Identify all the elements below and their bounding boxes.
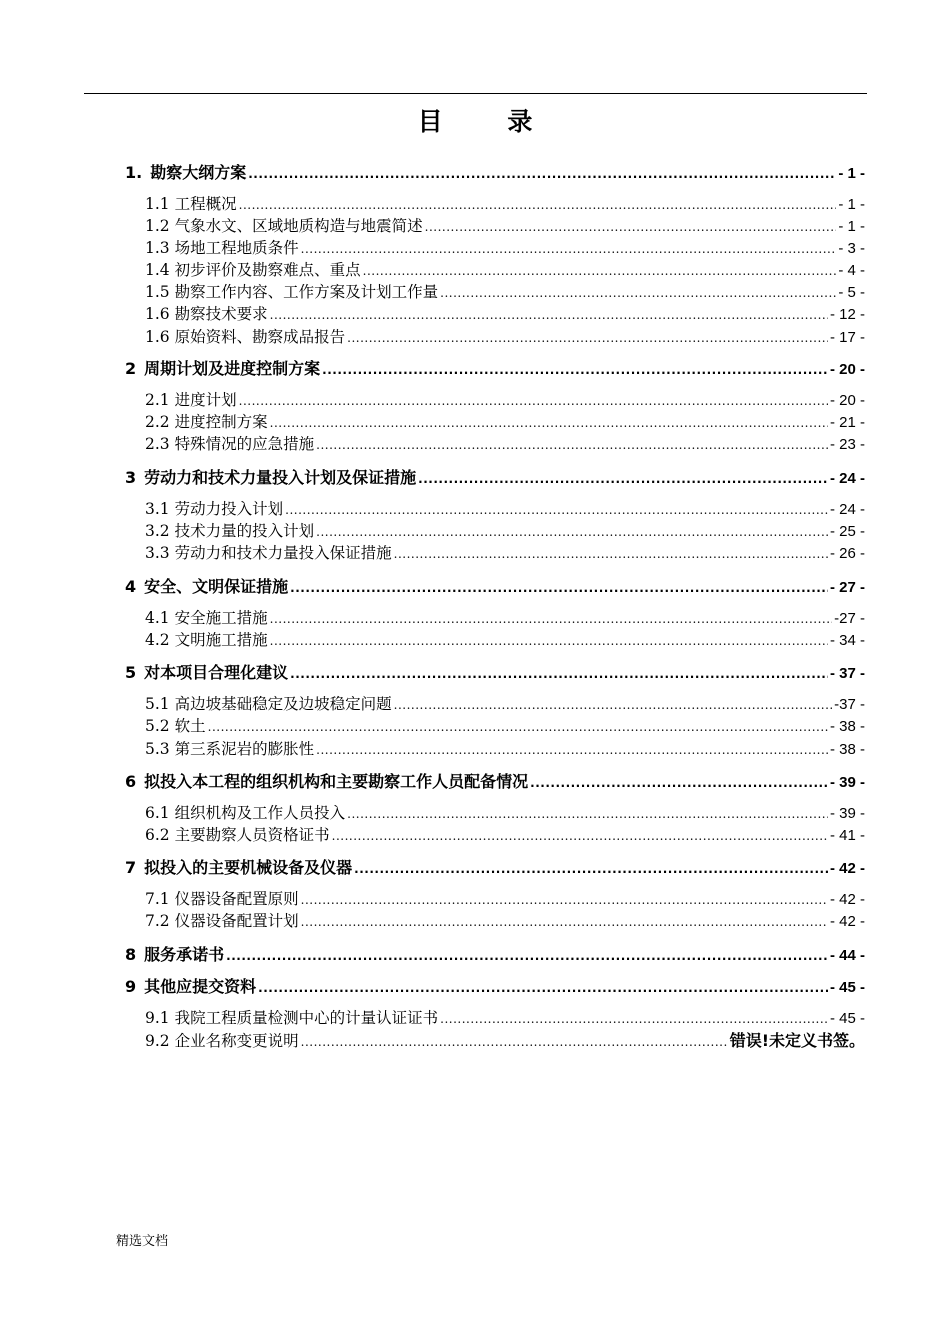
toc-page: - 26 - [829, 545, 865, 562]
toc-number: 2.1 [145, 391, 170, 409]
toc-number: 5.3 [145, 740, 170, 758]
toc-number: 1.5 [145, 283, 170, 301]
toc-number: 7 [125, 858, 137, 877]
toc-number: 4.2 [145, 631, 170, 649]
toc-page: - 1 - [838, 165, 865, 182]
page-title: 目 录 [417, 107, 561, 136]
toc-leader [425, 220, 837, 234]
toc-title: 安全、文明保证措施 [144, 577, 289, 596]
toc-number: 5.1 [145, 695, 170, 713]
toc-entry[interactable] [145, 628, 865, 650]
toc-title: 气象水文、区域地质构造与地震简述 [174, 217, 423, 235]
toc-leader [322, 363, 828, 377]
toc-title: 安全施工措施 [174, 609, 268, 627]
toc-leader [270, 612, 832, 626]
toc-page: -37 - [834, 696, 865, 713]
toc-number: 8 [125, 945, 137, 964]
toc-entry[interactable] [145, 737, 865, 759]
toc-title: 服务承诺书 [144, 945, 225, 964]
toc-leader [248, 167, 836, 181]
toc-title: 企业名称变更说明 [174, 1032, 299, 1050]
toc-leader [301, 242, 837, 256]
toc-number: 3.2 [145, 522, 170, 540]
toc-leader [347, 807, 828, 821]
toc-leader [301, 893, 828, 907]
footer-text: 精选文档 [116, 1234, 169, 1249]
toc-title: 文明施工措施 [174, 631, 268, 649]
toc-page: - 44 - [829, 947, 865, 964]
toc-entry[interactable] [125, 855, 865, 878]
toc-leader [363, 264, 837, 278]
toc-number: 3.1 [145, 500, 170, 518]
toc-entry[interactable] [145, 280, 865, 302]
toc-entry[interactable] [145, 909, 865, 931]
toc-leader [208, 720, 828, 734]
toc-title: 工程概况 [174, 195, 237, 213]
toc-page: - 37 - [829, 665, 865, 682]
toc-number: 4.1 [145, 609, 170, 627]
toc-leader [301, 1035, 728, 1049]
toc-title: 勘察大纲方案 [150, 163, 247, 182]
toc-leader [270, 308, 828, 322]
toc-page: - 17 - [829, 329, 865, 346]
toc-number: 2.3 [145, 435, 170, 453]
toc-entry[interactable] [145, 497, 865, 519]
toc-number: 9.2 [145, 1032, 170, 1050]
toc-entry[interactable] [145, 388, 865, 410]
toc-number: 2 [125, 359, 137, 378]
toc-leader [440, 286, 836, 300]
toc-leader [347, 331, 828, 345]
toc-number: 3.3 [145, 544, 170, 562]
toc-leader [316, 438, 828, 452]
toc-title: 对本项目合理化建议 [144, 663, 289, 682]
toc-leader [394, 547, 828, 561]
toc-leader [239, 394, 828, 408]
toc-title: 进度计划 [174, 391, 237, 409]
toc-title: 初步评价及勘察难点、重点 [174, 261, 361, 279]
toc-title: 劳动力和技术力量投入计划及保证措施 [144, 468, 417, 487]
toc-entry[interactable] [145, 823, 865, 845]
toc-leader [316, 743, 828, 757]
toc-leader [316, 525, 828, 539]
toc-number: 6.2 [145, 826, 170, 844]
toc-page: - 3 - [838, 240, 865, 257]
toc-page: - 25 - [829, 523, 865, 540]
toc-entry[interactable] [125, 574, 865, 597]
toc-number: 7.1 [145, 890, 170, 908]
toc-leader [418, 472, 828, 486]
toc-entry[interactable] [145, 410, 865, 432]
toc-leader [270, 416, 828, 430]
toc-page: - 23 - [829, 436, 865, 453]
toc-entry[interactable] [145, 606, 865, 628]
toc-title: 仪器设备配置原则 [174, 890, 299, 908]
toc-number: 9.1 [145, 1009, 170, 1027]
toc-entry[interactable] [145, 258, 865, 280]
toc-page: - 42 - [829, 891, 865, 908]
toc-title: 拟投入本工程的组织机构和主要勘察工作人员配备情况 [144, 772, 529, 791]
toc-title: 劳动力投入计划 [174, 500, 284, 518]
toc-number: 5 [125, 663, 137, 682]
toc-title: 劳动力和技术力量投入保证措施 [174, 544, 392, 562]
toc-page: - 38 - [829, 741, 865, 758]
toc-entry[interactable] [145, 1028, 865, 1051]
toc-number: 1.2 [145, 217, 170, 235]
toc-number: 1.6 [145, 328, 170, 346]
toc-page: - 24 - [829, 470, 865, 487]
toc-title: 组织机构及工作人员投入 [174, 804, 346, 822]
toc-leader [301, 915, 828, 929]
toc-page: - 38 - [829, 718, 865, 735]
toc-title: 主要勘察人员资格证书 [174, 826, 330, 844]
toc-page: - 21 - [829, 414, 865, 431]
toc-title: 特殊情况的应急措施 [174, 435, 315, 453]
toc-entry[interactable] [145, 432, 865, 454]
toc-page: - 41 - [829, 827, 865, 844]
toc-entry[interactable] [145, 325, 865, 347]
toc-number: 6.1 [145, 804, 170, 822]
toc-leader [226, 949, 828, 963]
toc-page: - 45 - [829, 1010, 865, 1027]
toc-entry[interactable] [145, 214, 865, 236]
toc-title: 仪器设备配置计划 [174, 912, 299, 930]
toc-number: 1.1 [145, 195, 170, 213]
toc-entry[interactable] [125, 769, 865, 792]
toc-leader [290, 667, 828, 681]
toc-title: 勘察工作内容、工作方案及计划工作量 [174, 283, 439, 301]
toc-title: 我院工程质量检测中心的计量认证证书 [174, 1009, 439, 1027]
toc-page: - 5 - [838, 284, 865, 301]
toc-page: - 39 - [829, 805, 865, 822]
toc-leader [239, 198, 837, 212]
toc-entry[interactable] [125, 356, 865, 379]
toc-title: 第三系泥岩的膨胀性 [174, 740, 315, 758]
toc-page: - 24 - [829, 501, 865, 518]
toc-page: - 42 - [829, 913, 865, 930]
toc-number: 1. [125, 163, 143, 182]
toc-entry[interactable] [125, 660, 865, 683]
toc-leader [440, 1012, 828, 1026]
toc-title: 拟投入的主要机械设备及仪器 [144, 858, 353, 877]
toc-entry[interactable] [125, 160, 865, 183]
toc-title: 勘察技术要求 [174, 305, 268, 323]
toc-number: 9 [125, 977, 137, 996]
toc-title: 软土 [174, 717, 206, 735]
toc-leader [332, 829, 828, 843]
toc-entry[interactable] [145, 692, 865, 714]
toc-entry[interactable] [125, 465, 865, 488]
toc-entry[interactable] [125, 974, 865, 997]
toc-leader [394, 698, 832, 712]
toc-page-error: 错误!未定义书签。 [729, 1031, 865, 1050]
toc-title: 场地工程地质条件 [174, 239, 299, 257]
toc-page: - 20 - [829, 392, 865, 409]
toc-entry[interactable] [145, 236, 865, 258]
toc-entry[interactable] [145, 801, 865, 823]
toc-entry[interactable] [145, 714, 865, 736]
toc-leader [290, 581, 828, 595]
toc-title: 原始资料、勘察成品报告 [174, 328, 346, 346]
toc-page: -27 - [834, 610, 865, 627]
toc-number: 1.4 [145, 261, 170, 279]
toc-page: - 12 - [829, 306, 865, 323]
toc-number: 2.2 [145, 413, 170, 431]
toc-leader [285, 503, 828, 517]
toc-title: 技术力量的投入计划 [174, 522, 315, 540]
toc-title: 周期计划及进度控制方案 [144, 359, 321, 378]
toc-page: - 4 - [838, 262, 865, 279]
toc-number: 4 [125, 577, 137, 596]
toc-entry[interactable] [145, 1006, 865, 1028]
toc-entry[interactable] [145, 519, 865, 541]
toc-title: 其他应提交资料 [144, 977, 257, 996]
toc-leader [270, 634, 828, 648]
toc-number: 1.6 [145, 305, 170, 323]
toc-page: - 1 - [838, 218, 865, 235]
toc-number: 7.2 [145, 912, 170, 930]
toc-page: - 27 - [829, 579, 865, 596]
toc-title: 高边坡基础稳定及边坡稳定问题 [174, 695, 392, 713]
toc-entry[interactable] [145, 887, 865, 909]
toc-entry[interactable] [145, 192, 865, 214]
toc-number: 1.3 [145, 239, 170, 257]
toc-page: - 1 - [838, 196, 865, 213]
toc-page: - 20 - [829, 361, 865, 378]
toc-entry[interactable] [145, 541, 865, 563]
toc-page: - 45 - [829, 979, 865, 996]
toc-number: 5.2 [145, 717, 170, 735]
toc-number: 3 [125, 468, 137, 487]
toc-leader [354, 862, 828, 876]
toc-page: - 34 - [829, 632, 865, 649]
toc-leader [258, 981, 828, 995]
toc-leader [530, 776, 828, 790]
toc-number: 6 [125, 772, 137, 791]
toc-page: - 39 - [829, 774, 865, 791]
toc-page: - 42 - [829, 860, 865, 877]
toc-entry[interactable] [145, 302, 865, 324]
toc-title: 进度控制方案 [174, 413, 268, 431]
toc-entry[interactable] [125, 942, 865, 965]
